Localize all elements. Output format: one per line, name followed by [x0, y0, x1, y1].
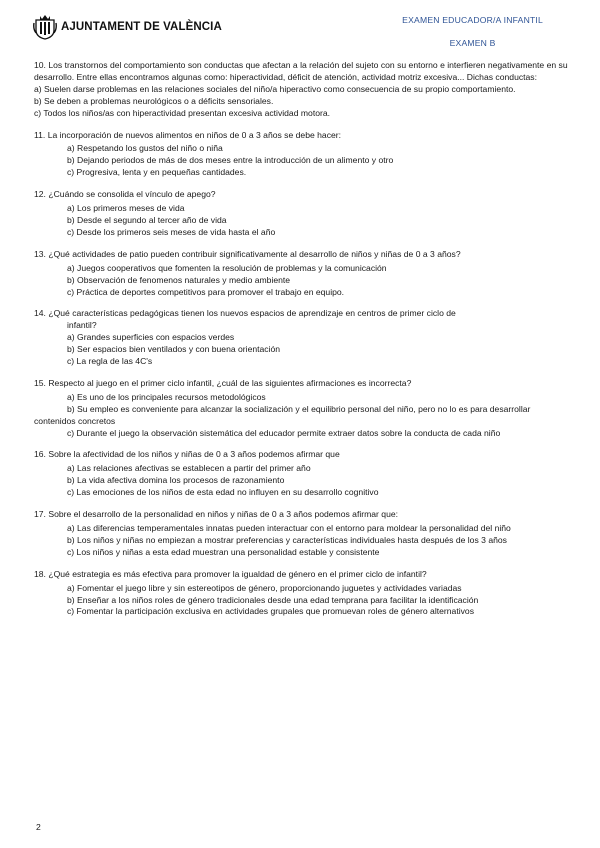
question-text: 18. ¿Qué estrategia es más efectiva para promover la igualdad de género en el primer ciclo de infantil? — [34, 568, 427, 579]
question-text: 13. ¿Qué actividades de patio pueden contribuir significativamente al desarrollo de niños y niñas de 0 a 3 años? — [34, 248, 461, 259]
question-10 — [34, 60, 574, 120]
option-list — [34, 392, 574, 440]
option-b: b) Ser espacios bien ventilados y con buena orientación — [67, 344, 281, 355]
option-c: c) Progresiva, lenta y en pequeñas cantidades. — [67, 167, 247, 178]
exam-header — [402, 16, 543, 47]
exam-title: EXAMEN EDUCADOR/A INFANTIL — [402, 15, 543, 25]
question-14 — [34, 308, 574, 368]
question-11 — [34, 130, 574, 180]
exam-version: EXAMEN B — [449, 37, 496, 48]
question-text: 16. Sobre la afectividad de los niños y niñas de 0 a 3 años podemos afirmar que — [34, 449, 340, 460]
option-c: c) La regla de las 4C's — [67, 356, 153, 367]
option-list — [34, 463, 574, 499]
question-16 — [34, 449, 574, 499]
question-text: 10. Los transtornos del comportamiento son conductas que afectan a la relación del sujeto con su entorno e interfieren negativamente en su desarrollo. Entre ellas encontramos algunas como: hiperactividad, déficit de atención, actividad motriz excesiva... Dichas conductas: — [34, 60, 568, 82]
question-text: 14. ¿Qué características pedagógicas tienen los nuevos espacios de aprendizaje en centros de primer ciclo de — [34, 308, 456, 319]
option-a: a) Juegos cooperativos que fomenten la resolución de problemas y la comunicación — [67, 262, 387, 273]
question-text: 15. Respecto al juego en el primer ciclo infantil, ¿cuál de las siguientes afirmaciones es incorrecta? — [34, 377, 412, 388]
option-b: b) Dejando periodos de más de dos meses entre la introducción de un alimento y otro — [67, 155, 394, 166]
option-a: a) Las diferencias temperamentales innatas pueden interactuar con el entorno para moldear la personalidad del niño — [67, 523, 511, 533]
option-c: c) Todos los niños/as con hiperactividad presentan excesiva actividad motora. — [34, 107, 331, 118]
question-text: 17. Sobre el desarrollo de la personalidad en niños y niñas de 0 a 3 años podemos afirmar que: — [34, 509, 399, 520]
option-list — [34, 523, 574, 559]
question-text-continuation: infantil? — [67, 320, 97, 331]
option-list — [34, 263, 574, 299]
option-b: b) Observación de fenomenos naturales y medio ambiente — [67, 274, 291, 285]
option-c: c) Desde los primeros seis meses de vida hasta el año — [67, 226, 276, 237]
option-c: c) Durante el juego la observación sistemática del educador permite extraer datos sobre la conducta de cada niño — [67, 427, 501, 438]
option-a: a) Suelen darse problemas en las relaciones sociales del niño/a hiperactivo como consecuencia de su propio comportamiento. — [34, 83, 516, 94]
question-17 — [34, 509, 574, 559]
exam-questions — [34, 60, 574, 618]
question-15 — [34, 378, 574, 440]
option-list — [34, 332, 574, 368]
option-a: a) Es uno de los principales recursos metodológicos — [67, 391, 266, 402]
page-header — [0, 0, 600, 56]
option-c: c) Fomentar la participación exclusiva en actividades grupales que promuevan roles de género alternativos — [67, 606, 474, 617]
option-b: b) Desde el segundo al tercer año de vida — [67, 214, 227, 225]
option-list — [34, 203, 574, 239]
option-a: a) Fomentar el juego libre y sin estereotipos de género, proporcionando juguetes y actividades variadas — [67, 582, 462, 593]
option-c: c) Práctica de deportes competitivos para promover el trabajo en equipo. — [67, 286, 345, 297]
option-b: b) Los niños y niñas no empiezan a mostrar preferencias y características individuales hasta después de los 3 años — [67, 534, 507, 545]
option-a: a) Respetando los gustos del niño o niña — [67, 143, 223, 154]
question-text: 12. ¿Cuándo se consolida el vínculo de apego? — [34, 189, 216, 200]
question-13 — [34, 249, 574, 299]
option-a: a) Grandes superficies con espacios verdes — [67, 332, 235, 343]
option-list — [34, 583, 574, 619]
option-c: c) Los niños y niñas a esta edad muestran una personalidad estable y consistente — [67, 546, 380, 557]
page-number: 2 — [36, 822, 41, 832]
option-c: c) Las emociones de los niños de esta edad no influyen en su desarrollo cognitivo — [67, 487, 379, 498]
option-a: a) Los primeros meses de vida — [67, 203, 185, 214]
question-text: 11. La incorporación de nuevos alimentos en niños de 0 a 3 años se debe hacer: — [34, 129, 342, 140]
organization-logo — [33, 14, 222, 40]
option-list — [34, 143, 574, 179]
option-b: b) La vida afectiva domina los procesos de razonamiento — [67, 475, 285, 486]
question-12 — [34, 189, 574, 239]
organization-name: AJUNTAMENT DE VALÈNCIA — [61, 21, 222, 33]
option-list — [34, 84, 574, 120]
option-b: b) Se deben a problemas neurológicos o a déficits sensoriales. — [34, 95, 274, 106]
option-b: b) Enseñar a los niños roles de género tradicionales desde una edad temprana para facilitar la identificación — [67, 594, 479, 605]
option-a: a) Las relaciones afectivas se establecen a partir del primer año — [67, 463, 311, 474]
coat-of-arms-icon — [33, 14, 57, 40]
option-b: b) Su empleo es conveniente para alcanzar la socialización y el equilibrio personal del niño, pero no lo es para desarrollar contenidos concretos — [34, 403, 531, 426]
question-18 — [34, 569, 574, 619]
